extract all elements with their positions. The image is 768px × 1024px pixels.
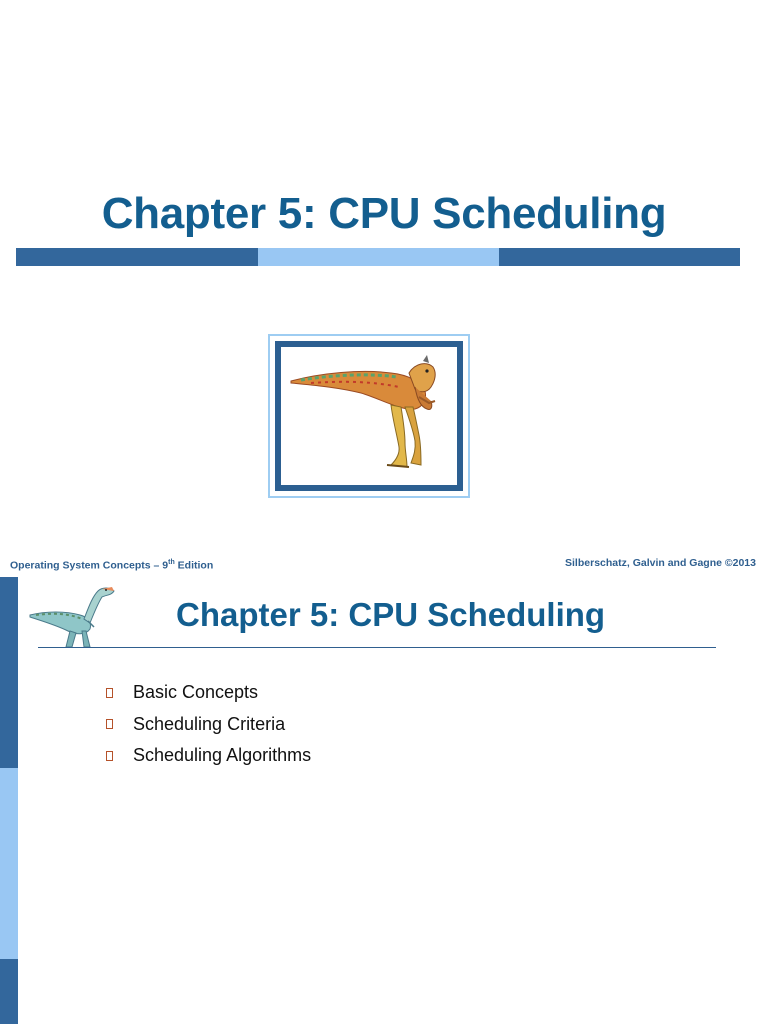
footer-edition-superscript: th: [168, 559, 175, 566]
title-underline-bar: [16, 248, 740, 266]
footer-book-title: [10, 559, 213, 572]
dinosaur-logo-icon: [26, 581, 126, 653]
dinosaur-logo: [26, 581, 126, 653]
list-item-text: Scheduling Algorithms: [133, 745, 312, 766]
dinosaur-image-inner-frame: [275, 341, 463, 491]
dinosaur-illustration-icon: [281, 347, 457, 485]
list-item: [106, 677, 311, 709]
slide-title: Chapter 5: CPU Scheduling: [101, 189, 667, 238]
square-bullet-icon: [106, 688, 113, 698]
title-bar-segment-light: [258, 248, 499, 266]
left-bar-segment-light: [0, 768, 18, 959]
square-bullet-icon: [106, 719, 113, 729]
left-accent-bar: [0, 577, 18, 1024]
square-bullet-icon: [106, 751, 113, 761]
title-divider: [38, 647, 716, 648]
list-item: [106, 740, 311, 772]
list-item-text: Basic Concepts: [133, 682, 259, 703]
footer-book-title-text: Operating System Concepts – 9: [10, 559, 169, 572]
list-item-text: Scheduling Criteria: [133, 713, 286, 734]
footer-edition-text: Edition: [174, 559, 214, 572]
left-bar-segment-dark-top: [0, 577, 18, 768]
left-bar-segment-dark-bottom: [0, 959, 18, 1024]
title-bar-segment-dark-right: [499, 248, 740, 266]
content-slide: [0, 577, 768, 1024]
slide-title: Chapter 5: CPU Scheduling: [176, 596, 606, 633]
bullet-list: [106, 677, 311, 772]
footer-authors: Silberschatz, Galvin and Gagne ©2013: [565, 557, 756, 569]
dinosaur-image-frame: [268, 334, 470, 498]
list-item: [106, 709, 311, 741]
title-bar-segment-dark-left: [16, 248, 258, 266]
